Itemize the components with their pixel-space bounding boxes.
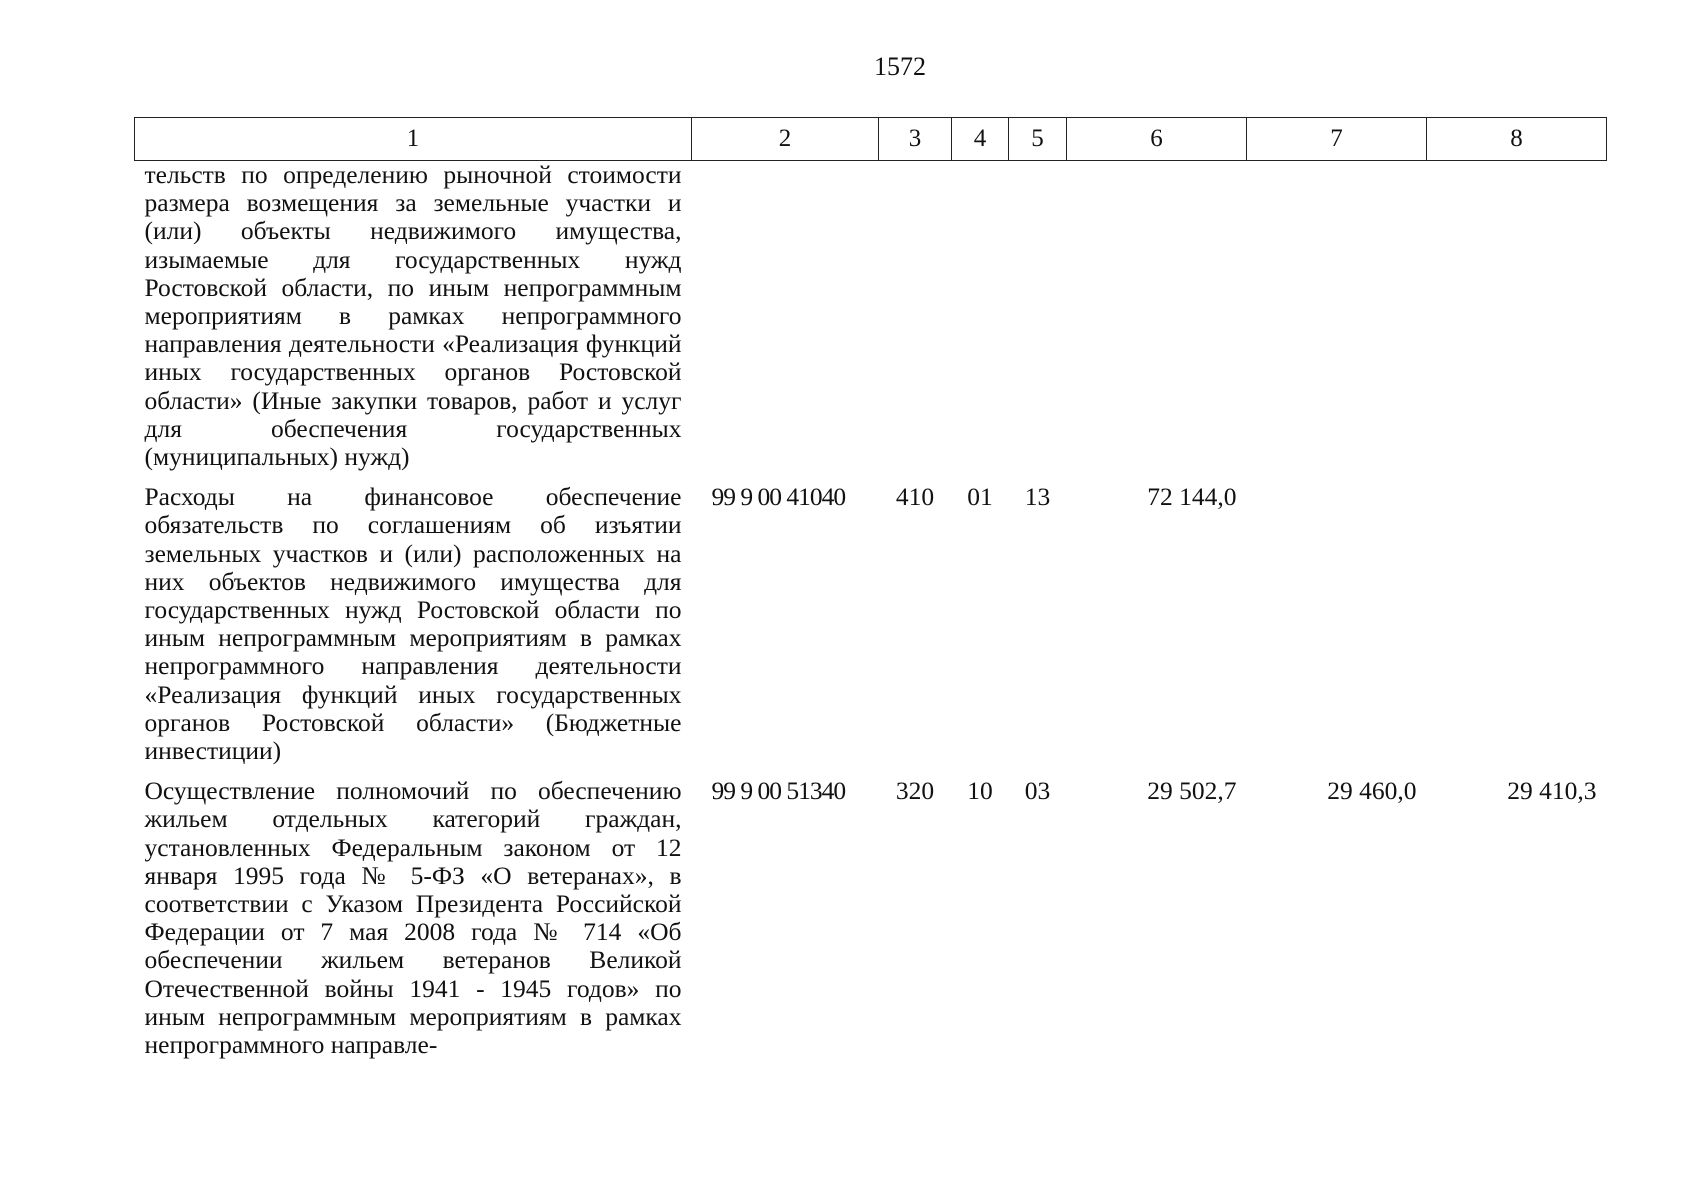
table-row [135,161,1607,472]
row-section: 10 [967,776,993,806]
row-description: тельств по определению рыночной стоимости размера возмещения за земельные участки и (или) объекты недвижимого имущества, изымаемые для государственных нужд Ростовской области, по иным непрограммным мероприятиям в рамках непрограммного направления деятельности «Реализация функций иных государственных органов Ростовской области» (Иные закупки товаров, работ и услуг для обеспечения государственных (муниципальных) нужд) [144,160,682,472]
row-amount-col7: 29 460,0 [1327,776,1417,806]
row-subsection [1009,161,1067,472]
column-header-1: 1 [135,118,692,161]
header-row [135,118,1607,161]
row-amount-col8 [1427,161,1607,472]
column-header-8: 8 [1427,118,1607,161]
column-header-2: 2 [692,118,879,161]
page-number: 1572 [874,52,926,81]
row-amount-col6 [1067,161,1247,472]
table-row [135,483,1607,765]
row-expense-type: 410 [895,482,935,512]
row-amount-col6: 29 502,7 [1147,776,1237,806]
row-section: 01 [967,482,993,512]
row-amount-col7 [1247,161,1427,472]
row-target-code: 99 9 00 51340 [711,776,846,806]
column-header-6: 6 [1067,118,1247,161]
row-section [952,161,1009,472]
row-amount-col8 [1427,483,1607,765]
column-header-5: 5 [1009,118,1067,161]
row-description: Расходы на финансовое обеспечение обязательств по соглашениям об изъятии земельных участков и (или) расположенных на них объектов недвижимого имущества для государственных нужд Ростовской области по иным непрограммным мероприятиям в рамках непрограммного направления деятельности «Реализация функций иных государственных органов Ростовской области» (Бюджетные инвестиции) [144,482,682,766]
row-amount-col7 [1247,483,1427,765]
row-expense-type [879,161,952,472]
table-row [135,777,1607,1059]
budget-table [134,117,1607,1059]
row-amount-col6: 72 144,0 [1147,482,1237,512]
row-amount-col8: 29 410,3 [1507,776,1597,806]
column-header-4: 4 [952,118,1009,161]
row-expense-type: 320 [895,776,935,806]
row-subsection: 03 [1024,776,1051,806]
row-target-code: 99 9 00 41040 [711,482,846,512]
row-target-code [692,161,879,472]
column-header-3: 3 [879,118,952,161]
row-subsection: 13 [1024,482,1051,512]
row-description: Осуществление полномочий по обеспечению жильем отдельных категорий граждан, установленных Федеральным законом от 12 января 1995 года № 5-ФЗ «О ветеранах», в соответствии с Указом Президента Российской Федерации от 7 мая 2008 года № 714 «Об обеспечении жильем ветеранов Великой Отечественной войны 1941 - 1945 годов» по иным непрограммным мероприятиям в рамках непрограммного направле- [144,776,682,1060]
column-header-7: 7 [1247,118,1427,161]
